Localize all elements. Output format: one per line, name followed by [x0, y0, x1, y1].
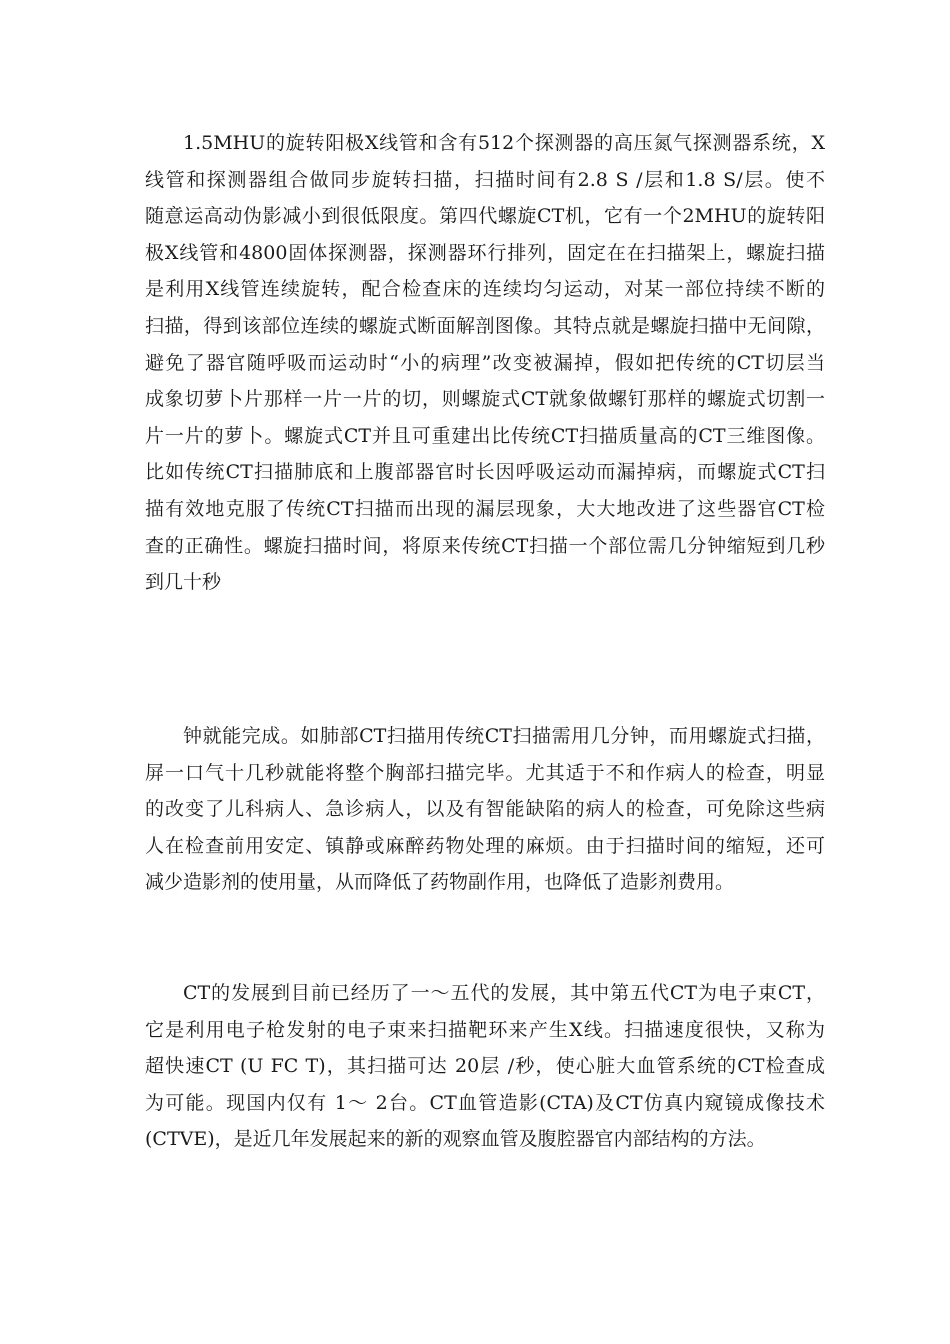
text-line: 比如传统CT扫描肺底和上腹部器官时长因呼吸运动而漏掉病，而螺旋式CT扫	[145, 461, 825, 484]
text-line: 它是利用电子枪发射的电子束来扫描靶环来产生X线。扫描速度很快，又称为	[145, 1018, 825, 1041]
text-line: (CTVE)，是近几年发展起来的新的观察血管及腹腔器官内部结构的方法。	[145, 1128, 766, 1151]
paragraph-3	[145, 975, 825, 1158]
text-line: 片一片的萝卜。螺旋式CT并且可重建出比传统CT扫描质量高的CT三维图像。	[145, 424, 825, 447]
text-line: 超快速CT (U FC T)，其扫描可达 20层 /秒，使心脏大血管系统的CT检查成	[145, 1055, 825, 1078]
text-line: 人在检查前用安定、镇静或麻醉药物处理的麻烦。由于扫描时间的缩短，还可	[145, 834, 825, 857]
text-line: 减少造影剂的使用量，从而降低了药物副作用，也降低了造影剂费用。	[145, 871, 735, 894]
text-line: 线管和探测器组合做同步旋转扫描，扫描时间有2.8 S /层和1.8 S/层。使不	[145, 168, 825, 191]
paragraph-1	[145, 125, 825, 601]
text-line: 随意运高动伪影减小到很低限度。第四代螺旋CT机，它有一个2MHU的旋转阳	[145, 205, 825, 228]
text-line: 1.5MHU的旋转阳极X线管和含有512个探测器的高压氮气探测器系统，X	[183, 132, 825, 154]
text-line: CT的发展到目前已经历了一～五代的发展，其中第五代CT为电子束CT，	[183, 982, 825, 1004]
text-line: 到几十秒	[145, 571, 222, 594]
text-line: 避免了器官随呼吸而运动时“小的病理”改变被漏掉，假如把传统的CT切层当	[145, 351, 825, 374]
text-line: 屏一口气十几秒就能将整个胸部扫描完毕。尤其适于不和作病人的检查，明显	[145, 761, 825, 784]
text-line: 是利用X线管连续旋转，配合检查床的连续均匀运动，对某一部位持续不断的	[145, 278, 825, 301]
text-line: 描有效地克服了传统CT扫描而出现的漏层现象，大大地改进了这些器官CT检	[145, 497, 825, 520]
text-line: 的改变了儿科病人、急诊病人，以及有智能缺陷的病人的检查，可免除这些病	[145, 798, 825, 821]
text-line: 钟就能完成。如肺部CT扫描用传统CT扫描需用几分钟，而用螺旋式扫描，	[183, 725, 825, 747]
text-line: 极X线管和4800固体探测器，探测器环行排列，固定在在扫描架上，螺旋扫描	[145, 241, 825, 264]
text-line: 成象切萝卜片那样一片一片的切，则螺旋式CT就象做螺钉那样的螺旋式切割一	[145, 388, 825, 411]
paragraph-2	[145, 718, 825, 901]
text-line: 扫描，得到该部位连续的螺旋式断面解剖图像。其特点就是螺旋扫描中无间隙，	[145, 314, 825, 337]
text-line: 为可能。现国内仅有 1～ 2台。CT血管造影(CTA)及CT仿真内窥镜成像技术	[145, 1091, 825, 1114]
text-line: 查的正确性。螺旋扫描时间，将原来传统CT扫描一个部位需几分钟缩短到几秒	[145, 534, 825, 557]
